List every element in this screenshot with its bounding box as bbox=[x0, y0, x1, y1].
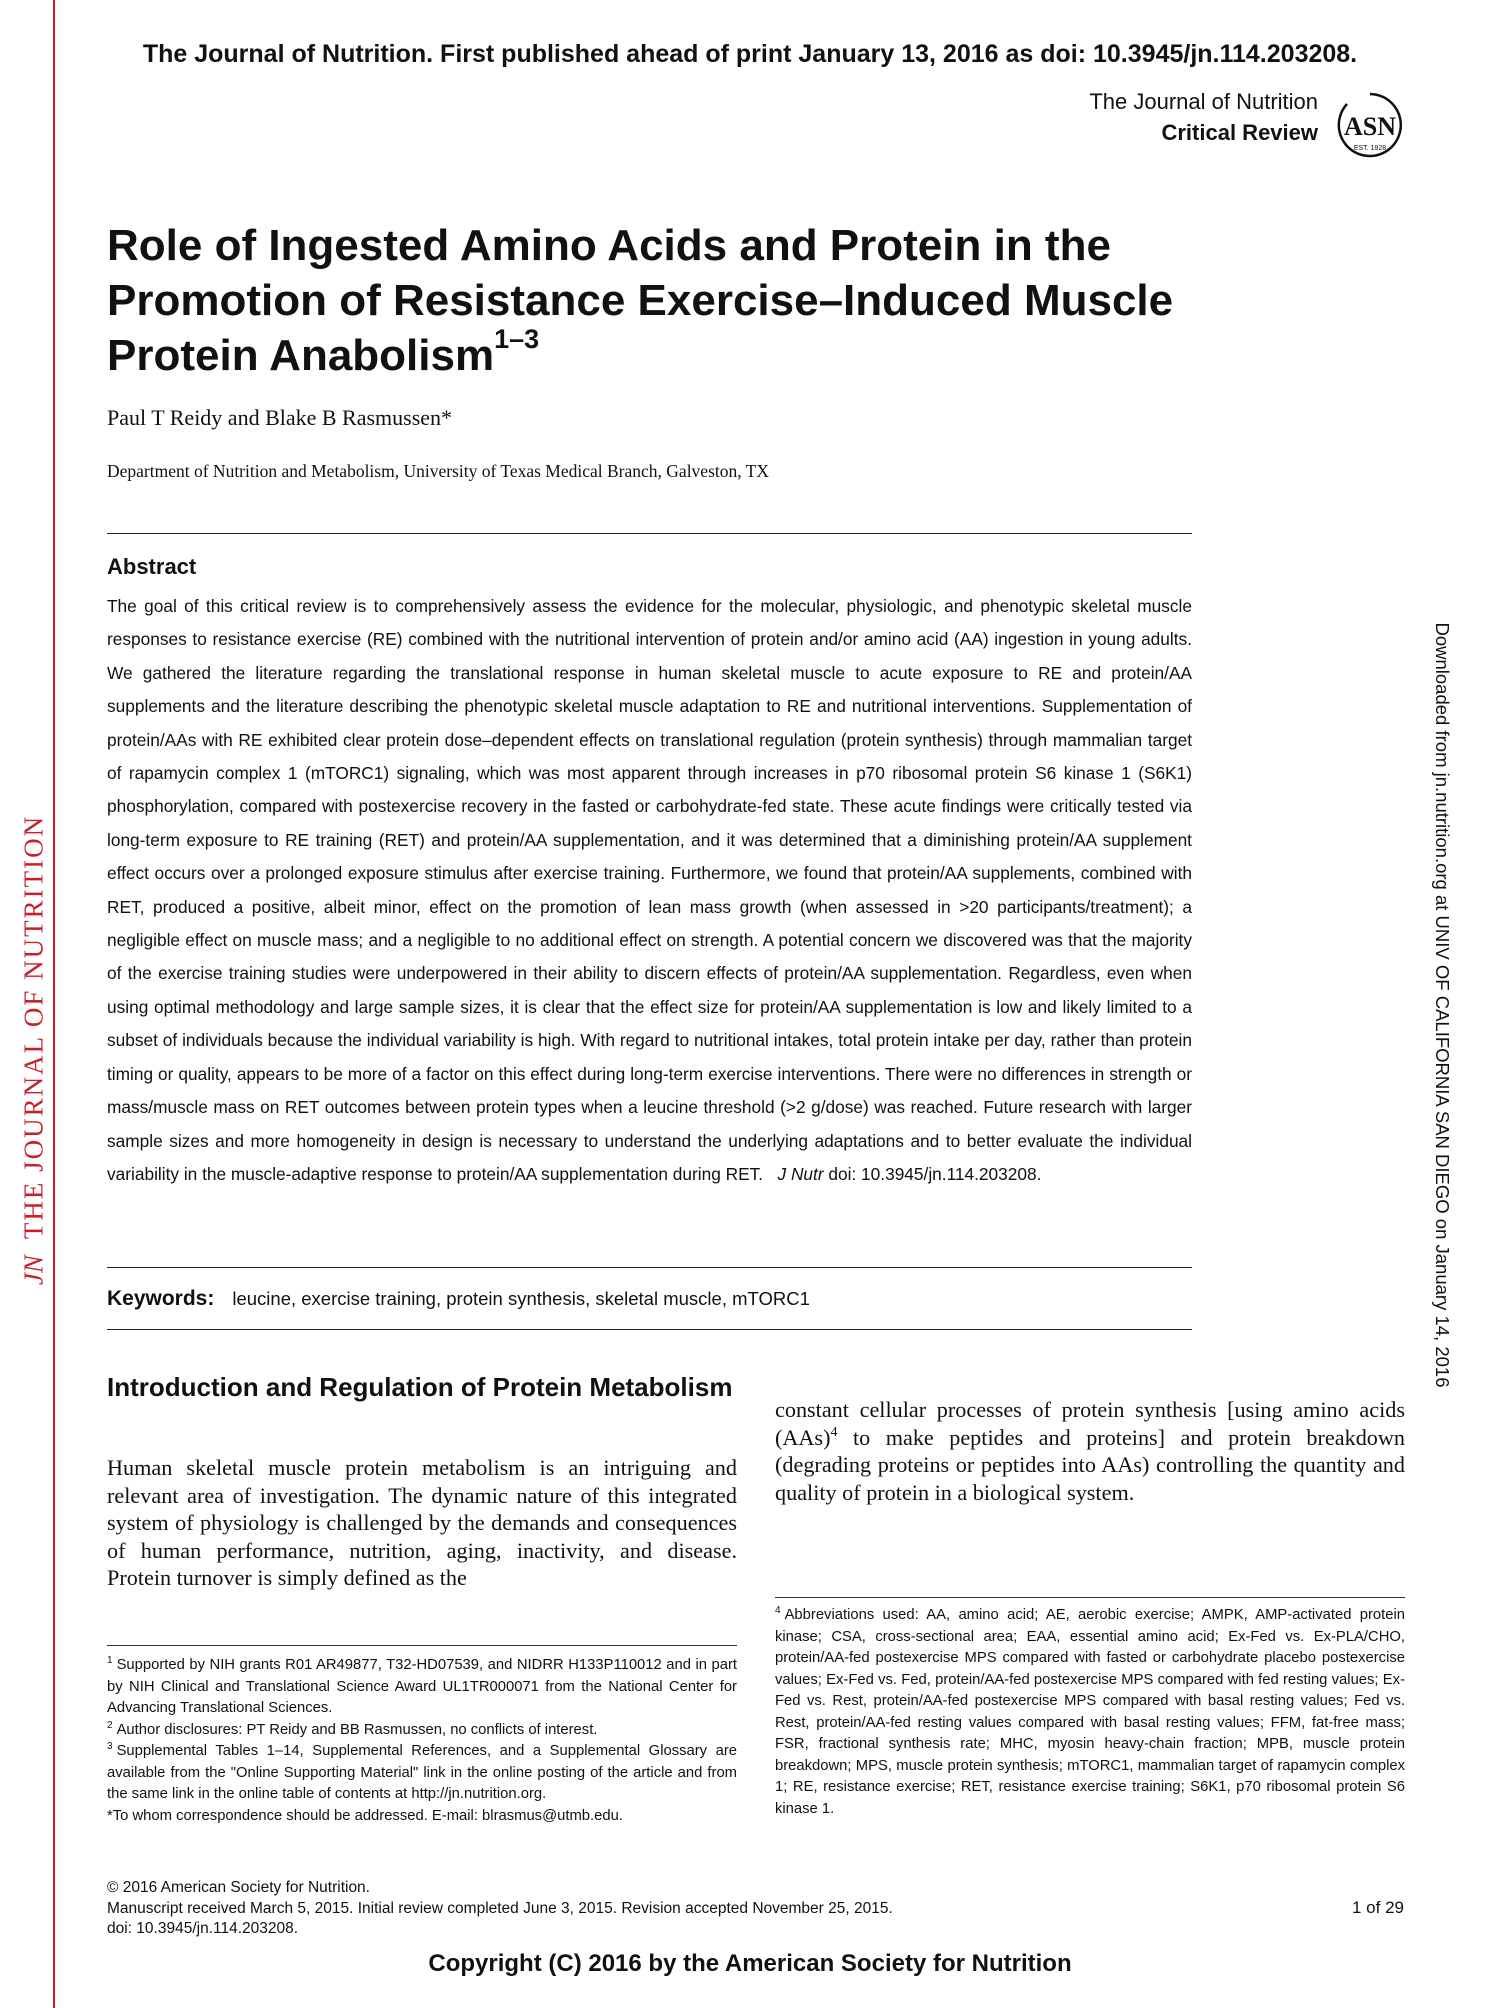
copyright-line: Copyright (C) 2016 by the American Society for Nutrition bbox=[428, 1950, 1072, 1977]
journal-name: The Journal of Nutrition bbox=[1089, 89, 1318, 114]
footnote-abbreviations: $^4$ Abbreviations used: AA, amino acid; AE, aerobic exercise; AMPK, AMP-activated protein kinase; CSA, cross-sectional area; EAA, essential amino acid; Ex-Fed vs. Ex-PLA/CHO, protein/AA-fed postexercise MPS compared with fasted or carbohydrate placebo postexercise values; Ex-Fed vs. Fed, protein/AA-fed postexercise MPS compared with fed resting values; Ex-Fed vs. Rest, protein/AA-fed postexercise MPS compared with basal resting values; Fed vs. Rest, protein/AA-fed resting values compared with basal resting values; FFM, fat-free mass; FSR, fractional synthesis rate; MHC, myosin heavy-chain fraction; MPB, muscle protein breakdown; MPS, muscle protein synthesis; mTORC1, mammalian target of rapamycin complex 1; RE, resistance exercise; RET, resistance exercise training; S6K1, p70 ribosomal protein S6 kinase 1. bbox=[775, 1605, 1405, 1817]
abstract-top-rule bbox=[107, 533, 1192, 534]
footnote-3: $^3$ Supplemental Tables 1–14, Supplemental References, and a Supplemental Glossary are available from the "Online Supporting Material" link in the online posting of the article and from the same link in the online table of contents at http://jn.nutrition.org. bbox=[107, 1741, 737, 1802]
download-stamp: Downloaded from jn.nutrition.org at UNIV OF CALIFORNIA SAN DIEGO on January 14, 2016 bbox=[1432, 622, 1453, 1388]
article-type: Critical Review bbox=[1161, 120, 1318, 145]
footnote-rule-left bbox=[107, 1645, 737, 1646]
page-number: 1 of 29 bbox=[1352, 1898, 1404, 1917]
journal-header bbox=[1089, 86, 1318, 148]
article-title: Role of Ingested Amino Acids and Protein in the Promotion of Resistance Exercise–Induced Muscle Protein Anabolism$^{1-3}$ bbox=[107, 221, 1174, 380]
asn-logo-icon bbox=[1335, 90, 1405, 162]
footnotes-left bbox=[107, 1655, 737, 1827]
title-footnote-marks: 1–3 bbox=[494, 324, 540, 354]
journal-side-label: JNTHE JOURNAL OF NUTRITION bbox=[18, 814, 49, 1286]
affiliation: Department of Nutrition and Metabolism, University of Texas Medical Branch, Galveston, TX bbox=[107, 461, 770, 481]
keywords bbox=[107, 1287, 810, 1311]
asn-logo-text: ASN bbox=[1343, 112, 1397, 141]
left-margin-rule bbox=[53, 0, 55, 2008]
footnote-rule-right bbox=[775, 1597, 1405, 1598]
keywords-label: Keywords: bbox=[107, 1287, 215, 1310]
publication-banner: The Journal of Nutrition. First published ahead of print January 13, 2016 as doi: 10.3945/jn.114.203208. bbox=[142, 40, 1358, 68]
section-heading: Introduction and Regulation of Protein Metabolism bbox=[107, 1372, 733, 1402]
keywords-top-rule bbox=[107, 1267, 1192, 1268]
keywords-text: leucine, exercise training, protein synthesis, skeletal muscle, mTORC1 bbox=[232, 1288, 810, 1309]
authors: Paul T Reidy and Blake B Rasmussen* bbox=[107, 405, 453, 430]
correspondence-note: *To whom correspondence should be addressed. E-mail: blrasmus@utmb.edu. bbox=[107, 1807, 623, 1824]
keywords-bottom-rule bbox=[107, 1329, 1192, 1330]
footnote-1: $^1$ Supported by NIH grants R01 AR49877, T32-HD07539, and NIDRR H133P110012 and in part by NIH Clinical and Translational Science Award UL1TR000071 from the National Center for Advancing Translational Sciences. bbox=[107, 1655, 737, 1716]
footnote-2: $^2$ Author disclosures: PT Reidy and BB Rasmussen, no conflicts of interest. bbox=[107, 1719, 598, 1738]
footer-doi: doi: 10.3945/jn.114.203208. bbox=[107, 1920, 299, 1937]
abstract-text: The goal of this critical review is to comprehensively assess the evidence for the molecular, physiologic, and phenotypic skeletal muscle responses to resistance exercise (RE) combined with the nutritional intervention of protein and/or amino acid (AA) ingestion in young adults. We gathered the literature regarding the translational response in human skeletal muscle to acute exposure to RE and protein/AA supplements and the literature describing the phenotypic skeletal muscle adaptation to RE and nutritional interventions. Supplementation of protein/AAs with RE exhibited clear protein dose–dependent effects on translational regulation (protein synthesis) through mammalian target of rapamycin complex 1 (mTORC1) signaling, which was most apparent through increases in p70 ribosomal protein S6 kinase 1 (S6K1) phosphorylation, compared with postexercise recovery in the fasted or carbohydrate-fed state. These acute findings were critically tested via long-term exposure to RE training (RET) and protein/AA supplementation, and it was determined that a diminishing protein/AA supplement effect occurs over a prolonged exposure stimulus after exercise training. Furthermore, we found that protein/AA supplements, combined with RET, produced a positive, albeit minor, effect on the promotion of lean mass growth (when assessed in >20 participants/treatment); a negligible effect on muscle mass; and a negligible to no additional effect on strength. A potential concern we discovered was that the majority of the exercise training studies were underpowered in their ability to discern effects of protein/AA supplementation. Regardless, even when using optimal methodology and large sample sizes, it is clear that the effect size for protein/AA supplementation is low and likely limited to a subset of individuals because the individual variability is high. With regard to nutritional intakes, total protein intake per day, rather than protein timing or quality, appears to be more of a factor on this effect during long-term exercise interventions. There were no differences in strength or mass/muscle mass on RET outcomes between protein types when a leucine threshold (>2 g/dose) was reached. Future research with larger sample sizes and more homogeneity in design is necessary to understand the underlying adaptations and to better evaluate the individual variability in the muscle-adaptive response to protein/AA supplementation during RET. J Nutr doi: 10.3945/jn.114.203208. bbox=[107, 596, 1192, 1184]
footer-society: © 2016 American Society for Nutrition. bbox=[107, 1879, 370, 1896]
footer-dates: Manuscript received March 5, 2015. Initial review completed June 3, 2015. Revision accepted November 25, 2015. bbox=[107, 1899, 893, 1917]
intro-text-left: Human skeletal muscle protein metabolism is an intriguing and relevant area of investigation. The dynamic nature of this integrated system of physiology is challenged by the demands and consequences of human performance, nutrition, aging, inactivity, and disease. Protein turnover is simply defined as the bbox=[107, 1455, 737, 1591]
abstract-heading: Abstract bbox=[107, 554, 197, 579]
intro-text-right: constant cellular processes of protein synthesis [using amino acids (AAs)$^4$ to make peptides and proteins] and protein breakdown (degrading proteins or peptides into AAs) controlling the quantity and quality of protein in a biological system. bbox=[775, 1397, 1405, 1505]
abstract-citation: J Nutr bbox=[777, 1163, 824, 1184]
asn-logo-sub: EST. 1928 bbox=[1353, 145, 1387, 152]
jn-mark: JN bbox=[18, 1255, 49, 1286]
footer-info bbox=[107, 1878, 893, 1940]
